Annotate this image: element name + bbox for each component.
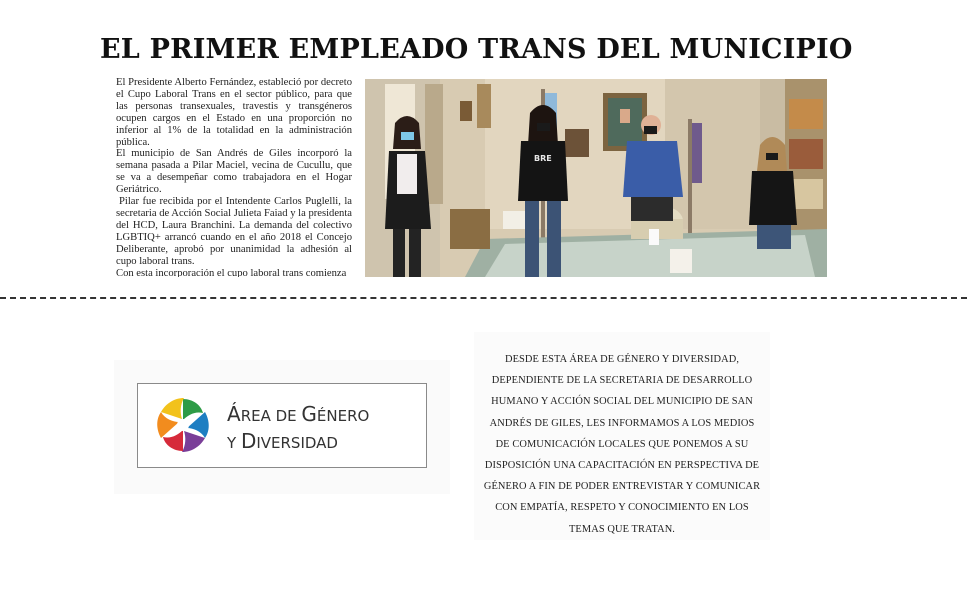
notice-line: TEMAS QUE TRATAN.: [568, 523, 676, 535]
section-divider: [0, 297, 967, 299]
page-title: EL PRIMER EMPLEADO TRANS DEL MUNICIPIO: [100, 34, 853, 65]
article-paragraph: El municipio de San Andrés de Giles incorporó la semana pasada a Pilar Maciel, vecina de Cucullu, que se va a desempeñar como trabajadora en el Hogar Geriátrico.: [116, 148, 352, 196]
article-paragraph: Con esta incorporación el cupo laboral trans comienza: [116, 267, 347, 277]
notice-text: [478, 349, 766, 540]
hexagon-flower-icon: [152, 394, 214, 456]
notice-line: ANDRÉS DE GILES, LES INFORMAMOS A LOS MEDIOS: [489, 417, 755, 429]
notice-line: GÉNERO A FIN DE PODER ENTREVISTAR Y COMUNICAR: [483, 481, 761, 493]
article-paragraph: El Presidente Alberto Fernández, estableció por decreto el Cupo Laboral Trans en el sector público, para que las personas transexuales, travestis y transgéneros ocupen cargos en el Estado en una proporción no inferior al 1% de la totalidad en la administración pública.: [116, 77, 352, 148]
notice-line: DISPOSICIÓN UNA CAPACITACIÓN EN PERSPECTIVA DE: [484, 460, 760, 472]
article-photo: [365, 79, 827, 277]
notice-line: DESDE ESTA ÁREA DE GÉNERO Y DIVERSIDAD,: [504, 354, 740, 365]
area-genero-logo: [137, 383, 427, 468]
logo-wordmark: ÁREA DE GÉNERO Y DIVERSIDAD: [227, 402, 370, 453]
notice-line: CON EMPATÍA, RESPETO Y CONOCIMIENTO EN LOS: [495, 502, 749, 514]
office-scene-illustration: [365, 79, 827, 277]
article-paragraph: Pilar fue recibida por el Intendente Carlos Puglelli, la secretaria de Acción Social Julieta Faiad y la presidenta del HCD, Laura Branchini. La demanda del colectivo LGBTIQ+ arrancó cuando en el año 2018 el Concejo Deliberante, aprobó por unanimidad la adhesión al cupo laboral trans.: [116, 196, 352, 267]
notice-line: DEPENDIENTE DE LA SECRETARIA DE DESARROLLO: [491, 375, 753, 387]
article-body: [116, 77, 352, 277]
shirt-text: BRE: [534, 154, 552, 163]
notice-line: HUMANO Y ACCIÓN SOCIAL DEL MUNICIPIO DE SAN: [491, 396, 753, 408]
notice-line: DE COMUNICACIÓN LOCALES QUE PONEMOS A SU: [495, 438, 749, 450]
